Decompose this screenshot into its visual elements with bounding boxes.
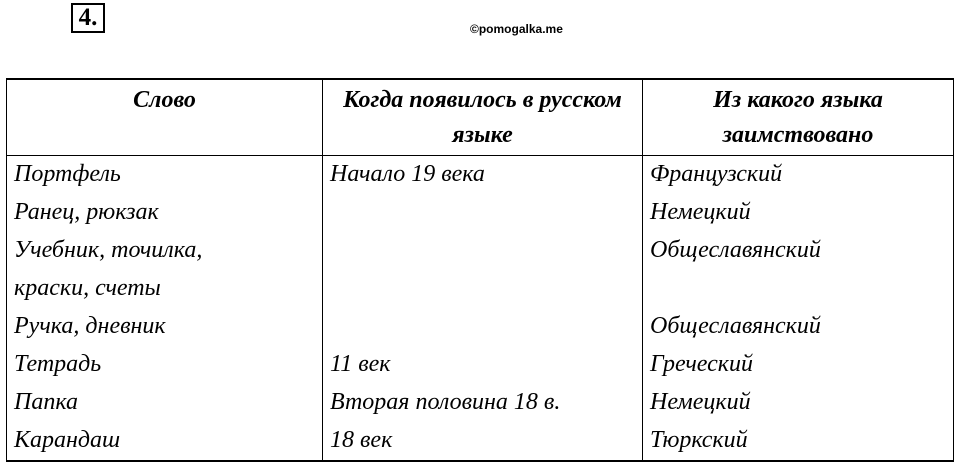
cell-language: Немецкий — [643, 384, 954, 422]
cell-language: Тюркский — [643, 422, 954, 461]
table-row — [7, 232, 954, 270]
cell-language — [643, 270, 954, 308]
table-row — [7, 308, 954, 346]
header-source-language: Из какого языка заимствовано — [643, 79, 954, 156]
table-row — [7, 156, 954, 195]
cell-language: Немецкий — [643, 194, 954, 232]
header-row — [7, 79, 954, 156]
cell-word: Ранец, рюкзак — [7, 194, 323, 232]
cell-language: Общеславянский — [643, 232, 954, 270]
cell-when — [323, 270, 643, 308]
cell-word: краски, счеты — [7, 270, 323, 308]
cell-language: Греческий — [643, 346, 954, 384]
cell-word: Папка — [7, 384, 323, 422]
cell-word: Портфель — [7, 156, 323, 195]
header-when-appeared: Когда появилось в русском языке — [323, 79, 643, 156]
table-row — [7, 346, 954, 384]
watermark: ©pomogalka.me — [470, 22, 563, 36]
cell-word: Ручка, дневник — [7, 308, 323, 346]
cell-word: Тетрадь — [7, 346, 323, 384]
cell-when — [323, 308, 643, 346]
cell-when: Вторая половина 18 в. — [323, 384, 643, 422]
table-row — [7, 422, 954, 461]
cell-when — [323, 232, 643, 270]
cell-word: Карандаш — [7, 422, 323, 461]
cell-when: 11 век — [323, 346, 643, 384]
words-table — [6, 78, 954, 462]
cell-when — [323, 194, 643, 232]
cell-word: Учебник, точилка, — [7, 232, 323, 270]
table-row — [7, 194, 954, 232]
header-word: Слово — [7, 79, 323, 156]
task-number: 4. — [71, 3, 105, 33]
table-row — [7, 384, 954, 422]
table-row — [7, 270, 954, 308]
cell-language: Французский — [643, 156, 954, 195]
cell-language: Общеславянский — [643, 308, 954, 346]
cell-when: Начало 19 века — [323, 156, 643, 195]
cell-when: 18 век — [323, 422, 643, 461]
